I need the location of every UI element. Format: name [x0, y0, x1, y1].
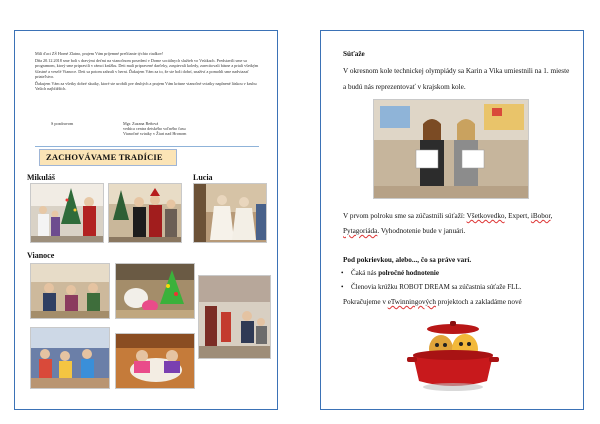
competitions-suffix: Vyhodnotenie bude v januári. — [380, 227, 466, 235]
bullet-1-bold: polročné hodnotenie — [378, 269, 439, 277]
competition-vsetkovedko: Všetkovedko — [466, 212, 505, 220]
section-mikulas: Mikuláš — [27, 173, 56, 182]
bullet-robot-dream: • Členovia krúžku ROBOT DREAM sa zúčastnia súťaže FLL. — [351, 283, 561, 292]
competition-expert: Expert — [508, 212, 528, 220]
signer-role: vedúca centra detského voľného času — [123, 126, 186, 132]
paragraph-olympiada: V okresnom kole technickej olympiády sa Karin a Vika umiestnili na 1. mieste a budú nás reprezentovať v krajskom kole. — [343, 67, 570, 91]
newsletter-page-right — [320, 30, 584, 410]
paragraph-etwinning — [343, 297, 573, 307]
bullet-1-prefix: Čaká nás — [351, 269, 377, 277]
letter-body-1: Dňa 20.12.2018 sme boli s dravými deťmi na vianočnom posedení v Dome sociálnych služieb vo Vrútkach. Predstavili sme sa programom, ktorý sme pripravili v rámci krúžku. Deti mali pripravené darčeky, zaspievali koledy, zarecitovali básne a priali všetkým šťastné a veselé Vianoce. Deti sa potom zahrali v herni. Ďakujem Vám za to, že ste boli dobrí, snaživí a pomohli sme nadviazať priateľstvo. — [35, 58, 259, 79]
photo-vianoce-5 — [115, 333, 195, 389]
photo-mikulas-2 — [108, 183, 182, 243]
signer-org: Vianočné sviatky v Žiari nad Hronom — [123, 131, 187, 137]
etwinning-suffix: projektoch a zakladáme nové — [437, 298, 522, 306]
section-lucia: Lucia — [193, 173, 213, 182]
photo-winners — [373, 99, 529, 199]
competition-ibobor: iBobor — [530, 212, 551, 220]
photo-vianoce-4 — [30, 327, 110, 389]
photo-mikulas-1 — [30, 183, 104, 243]
heading-sutaze: Súťaže — [343, 50, 365, 58]
newsletter-page-left — [14, 30, 278, 410]
letter-divider — [35, 146, 259, 147]
section-vianoce: Vianoce — [27, 251, 55, 260]
bullet-polrocne — [351, 269, 439, 278]
photo-vianoce-2 — [115, 263, 195, 319]
tradition-banner: ZACHOVÁVAME TRADÍCIE — [39, 149, 177, 166]
letter-body-2: Ďakujem Vám za všetky dobré skutky, ktoré ste urobili pre druhých a prajem Vám krásne vianočné sviatky naplnené láskou v kruhu Vašich najbližších. — [35, 81, 257, 92]
photo-vianoce-3 — [198, 275, 271, 359]
letter-text — [35, 51, 259, 93]
pot-illustration — [405, 319, 501, 397]
competition-pytagoriada: Pytagoriáda — [343, 227, 378, 235]
paragraph-competitions: V prvom polroku sme sa zúčastnili súťaží: Všetkovedko, Expert, iBobor, Pytagoriáda. Vyhodnotenie bude v januári. — [343, 212, 553, 235]
etwinning-prefix: Pokračujeme v — [343, 298, 386, 306]
photo-vianoce-1 — [30, 263, 110, 319]
signer-name: Mgr. Zuzana Beňová — [123, 121, 159, 126]
competitions-prefix: V prvom polroku sme sa zúčastnili súťaží: — [343, 212, 465, 220]
etwinning-link: eTwinningových — [387, 298, 436, 306]
letter-closing: S pozdravom — [51, 121, 74, 126]
photo-lucia — [193, 183, 267, 243]
letter-signer — [123, 121, 186, 137]
heading-pod-pokrievkou: Pod pokrievkou, alebo..., čo sa práve varí. — [343, 256, 472, 264]
letter-greeting: Milí ďaci ZŠ Horné Zlatno, prajem Vám príjemné prečítanie týchto riadkov! — [35, 51, 164, 56]
